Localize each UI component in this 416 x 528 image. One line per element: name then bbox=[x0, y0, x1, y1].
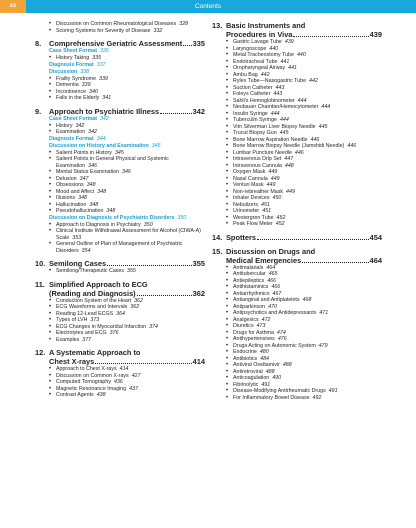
topic-text: Approach to Diagnosis in Psychiatry bbox=[56, 221, 141, 228]
chapter-page: 464 bbox=[369, 255, 382, 265]
topic-text: Examples bbox=[56, 336, 80, 343]
dot-leader bbox=[107, 265, 192, 266]
section-heading-text: Discussion on History and Examination bbox=[49, 142, 149, 149]
topic-list bbox=[35, 76, 205, 102]
section-heading-page: 338 bbox=[80, 68, 90, 75]
section-heading-text: Diagnosis Format bbox=[49, 135, 94, 142]
topic-text: Clinical Institute Withdrawal Assessment for Alcohol (CIWA-A) Scale bbox=[56, 228, 201, 241]
toc-right-column bbox=[212, 21, 382, 401]
topic-page: 470 bbox=[268, 303, 277, 310]
topic-text: Antiviral Oseltamivir bbox=[233, 362, 280, 368]
topic-page: 442 bbox=[309, 78, 318, 84]
topic-text: Contrast Agents bbox=[56, 392, 94, 398]
chapter-entry[interactable] bbox=[35, 39, 205, 48]
topic-page: 449 bbox=[270, 175, 280, 182]
topic-text: Magnetic Resonance Imaging bbox=[56, 385, 127, 392]
topic-item[interactable] bbox=[49, 156, 205, 169]
topic-page: 436 bbox=[113, 379, 123, 385]
topic-text: Gastric Lavage Tube bbox=[233, 39, 282, 45]
chapter-entry[interactable] bbox=[212, 233, 382, 242]
section-heading-page: 342 bbox=[99, 115, 109, 122]
section-heading[interactable] bbox=[35, 136, 205, 143]
topic-text: Nebulizers bbox=[233, 201, 259, 208]
section-heading-page: 350 bbox=[177, 214, 187, 221]
topic-text: Drugs Acting on Autonomic System bbox=[233, 342, 316, 349]
topic-page: 447 bbox=[284, 156, 294, 162]
topic-text: Non-rebreather Mask bbox=[233, 188, 284, 195]
topic-text: General Outline of Plan of Management of Psychiatric Disorders bbox=[56, 241, 183, 254]
chapter-title: Approach to Psychiatric Illness bbox=[49, 106, 160, 116]
chapter-entry-continued[interactable] bbox=[35, 289, 205, 298]
section-heading-text: Case Sheet Format bbox=[49, 48, 97, 54]
topic-list bbox=[35, 298, 205, 344]
topic-text: Insulin Syringe bbox=[233, 110, 268, 117]
topic-text: Discussion on Common X-rays bbox=[56, 372, 129, 379]
topic-page: 342 bbox=[88, 129, 97, 135]
topic-text: Tuberculin Syringe bbox=[233, 117, 277, 123]
chapter-page: 342 bbox=[192, 106, 205, 116]
topic-text: Examination bbox=[56, 129, 86, 135]
topic-item[interactable] bbox=[49, 337, 205, 344]
topic-page: 345 bbox=[114, 149, 124, 156]
topic-page: 362 bbox=[130, 304, 140, 310]
chapter-title-line bbox=[49, 259, 205, 268]
topic-page: 480 bbox=[259, 349, 269, 355]
chapter-title-line bbox=[226, 21, 382, 30]
chapter-title: Simplified Approach to ECG bbox=[49, 279, 148, 289]
topic-page: 355 bbox=[127, 268, 136, 274]
topic-text: Ambu Bag bbox=[233, 71, 258, 78]
chapter-title-cont: Chest X-rays bbox=[49, 357, 95, 366]
topic-page: 332 bbox=[153, 27, 163, 34]
topic-item[interactable] bbox=[49, 392, 205, 399]
topic-page: 491 bbox=[261, 381, 271, 388]
topic-page: 446 bbox=[310, 136, 320, 143]
topic-text: Hallucination bbox=[56, 201, 87, 208]
topic-text: Falls in the Elderly bbox=[56, 95, 100, 101]
chapter-number: 9. bbox=[35, 106, 42, 116]
topic-page: 374 bbox=[149, 323, 158, 330]
topic-text: Trucut Biopsy Gun bbox=[233, 130, 277, 136]
topic-item[interactable] bbox=[49, 228, 205, 241]
topic-page: 354 bbox=[81, 247, 91, 254]
topic-page: 347 bbox=[79, 175, 89, 182]
topic-item[interactable] bbox=[49, 208, 205, 215]
topic-text: Illusions bbox=[56, 195, 76, 201]
topic-page: 377 bbox=[82, 336, 92, 343]
topic-page: 471 bbox=[319, 310, 329, 316]
topic-list bbox=[212, 265, 382, 402]
dot-leader bbox=[183, 45, 191, 46]
topic-page: 328 bbox=[179, 21, 188, 27]
chapter-page: 355 bbox=[192, 259, 205, 268]
topic-page: 451 bbox=[262, 208, 272, 214]
topic-text: Suction Catheter bbox=[233, 84, 273, 91]
chapter-title-line bbox=[226, 233, 382, 242]
topic-page: 441 bbox=[280, 58, 290, 65]
topic-text: Oxygen Mask bbox=[233, 169, 266, 175]
topic-page: 340 bbox=[89, 88, 98, 95]
topic-page: 449 bbox=[286, 188, 295, 195]
topic-text: Semilong/Therapeutic Cases bbox=[56, 268, 125, 274]
topic-page: 484 bbox=[260, 355, 269, 362]
topic-text: Salient Points in General Physical and Systemic Examination bbox=[56, 156, 169, 169]
topic-text: Laryngoscope bbox=[233, 45, 267, 52]
toc-left-column bbox=[35, 21, 205, 399]
topic-page: 446 bbox=[294, 149, 304, 156]
chapter-number: 10. bbox=[35, 259, 46, 268]
chapter-number: 13. bbox=[212, 21, 223, 30]
topic-item[interactable] bbox=[226, 221, 382, 228]
topic-page: 479 bbox=[318, 342, 328, 349]
section-heading-page: 335 bbox=[99, 48, 109, 54]
chapter-title-cont: (Reading and Diagnosis) bbox=[49, 288, 136, 298]
topic-text: Antihypertensives bbox=[233, 336, 275, 342]
topic-text: Venturi Mask bbox=[233, 182, 264, 188]
chapter-title-line bbox=[226, 247, 382, 256]
chapter-title: Discussion on Drugs and bbox=[226, 246, 316, 256]
topic-page: 440 bbox=[269, 45, 279, 52]
topic-item[interactable] bbox=[49, 55, 205, 62]
dot-leader bbox=[137, 289, 192, 296]
topic-page: 353 bbox=[72, 234, 82, 241]
chapter-title: Basic Instruments and bbox=[226, 21, 306, 30]
topic-text: Drugs for Asthma bbox=[233, 329, 274, 336]
chapter-title-cont: Procedures in Viva bbox=[226, 30, 293, 39]
topic-list bbox=[35, 150, 205, 215]
topic-text: Ryles Tube—Nasogastric Tube bbox=[233, 78, 307, 84]
topic-text: Sahli's Hemoglobinometer bbox=[233, 97, 295, 104]
topic-page: 468 bbox=[302, 297, 312, 303]
section-heading-page: 337 bbox=[96, 61, 106, 68]
topic-page: 444 bbox=[270, 110, 280, 117]
section-heading-text: Discussion bbox=[49, 68, 78, 75]
topic-page: 492 bbox=[312, 394, 322, 401]
chapter-page: 454 bbox=[369, 232, 382, 242]
topic-page: 445 bbox=[318, 123, 328, 130]
chapter-entry[interactable] bbox=[35, 348, 205, 357]
section-heading[interactable] bbox=[35, 215, 205, 222]
topic-page: 442 bbox=[260, 71, 270, 78]
topic-text: Conduction System of the Heart bbox=[56, 297, 132, 304]
topic-page: 427 bbox=[131, 372, 141, 379]
topic-page: 373 bbox=[90, 317, 100, 323]
topic-page: 335 bbox=[92, 55, 102, 61]
topic-page: 339 bbox=[81, 82, 91, 88]
topic-page: 449 bbox=[268, 169, 278, 175]
chapter-title: Semilong Cases bbox=[49, 259, 107, 268]
page-number: xx bbox=[0, 0, 26, 13]
topic-text: Neubauer Chamber/Hemocytometer bbox=[233, 104, 319, 110]
topic-text: Pseudohallucination bbox=[56, 208, 104, 214]
topic-page: 474 bbox=[276, 329, 286, 336]
chapter-number: 8. bbox=[35, 39, 42, 48]
section-heading-text: Case Sheet Format bbox=[49, 115, 97, 122]
topic-text: Disease-Modifying Antirheumatic Drugs bbox=[233, 388, 326, 394]
topic-text: History bbox=[56, 122, 73, 129]
topic-text: Electrolytes and ECG bbox=[56, 330, 107, 336]
running-title: Contents bbox=[194, 3, 222, 10]
dot-leader bbox=[95, 357, 191, 364]
topic-page: 451 bbox=[261, 201, 270, 208]
topic-page: 364 bbox=[116, 310, 125, 317]
chapter-page: 439 bbox=[369, 30, 382, 39]
section-heading-page: 344 bbox=[96, 135, 106, 142]
topic-page: 348 bbox=[78, 195, 87, 201]
topic-page: 348 bbox=[106, 208, 116, 214]
topic-page: 488 bbox=[282, 362, 292, 368]
section-heading-text: Discussion on Diagnosis of Psychiatric Disorders bbox=[49, 214, 175, 221]
topic-page: 452 bbox=[275, 221, 285, 227]
topic-text: Antiretroviral bbox=[233, 368, 263, 375]
topic-page: 466 bbox=[271, 284, 281, 290]
topic-text: Antipsychotics and Antidepressants bbox=[233, 310, 317, 316]
topic-page: 443 bbox=[273, 91, 283, 97]
chapter-title: Spotters bbox=[226, 232, 256, 242]
topic-page: 376 bbox=[109, 330, 119, 336]
topic-item[interactable] bbox=[49, 95, 205, 102]
chapter-entry-continued[interactable] bbox=[212, 256, 382, 265]
topic-page: 350 bbox=[143, 221, 153, 228]
chapter-number: 12. bbox=[35, 348, 46, 357]
topic-text: History Taking bbox=[56, 55, 90, 61]
topic-page: 348 bbox=[89, 201, 99, 208]
topic-text: Mood and Affect bbox=[56, 188, 95, 195]
topic-text: Bone Marrow Biopsy Needle (Jamshidi Needle) bbox=[233, 143, 345, 149]
topic-page: 452 bbox=[276, 214, 286, 221]
chapter-title: A Systematic Approach to bbox=[49, 348, 141, 357]
topic-page: 346 bbox=[88, 162, 97, 169]
topic-text: Antimalarials bbox=[233, 264, 264, 271]
topic-text: ECG Waveforms and Intervals bbox=[56, 304, 128, 310]
topic-text: Salient Points in History bbox=[56, 149, 112, 156]
topic-text: Nasal Cannula bbox=[233, 175, 268, 182]
topic-page: 346 bbox=[122, 169, 131, 175]
topic-page: 450 bbox=[272, 195, 282, 201]
section-heading[interactable] bbox=[35, 143, 205, 150]
topic-list bbox=[35, 366, 205, 399]
topic-page: 440 bbox=[296, 52, 306, 58]
topic-text: Endocrine bbox=[233, 349, 257, 355]
chapter-entry[interactable] bbox=[35, 107, 205, 116]
chapter-entry-continued[interactable] bbox=[35, 357, 205, 366]
topic-text: Analgesics bbox=[233, 316, 259, 323]
chapter-title-line bbox=[49, 348, 205, 357]
topic-page: 339 bbox=[99, 75, 108, 82]
topic-page: 341 bbox=[102, 95, 112, 101]
topic-page: 362 bbox=[134, 297, 143, 304]
topic-text: Intravenous Cannula bbox=[233, 162, 282, 169]
topic-page: 348 bbox=[97, 188, 107, 195]
topic-page: 473 bbox=[256, 323, 266, 329]
topic-text: Antiarrhythmics bbox=[233, 290, 270, 297]
topic-text: Anticoagulation bbox=[233, 375, 270, 381]
topic-text: Oropharyngeal Airway bbox=[233, 65, 286, 71]
topic-text: Antianginal and Antiplatelets bbox=[233, 297, 300, 303]
topic-item[interactable] bbox=[226, 395, 382, 402]
topic-text: Obsessions bbox=[56, 182, 84, 188]
topic-text: Antiepileptics bbox=[233, 277, 265, 284]
section-heading-page: 345 bbox=[151, 142, 161, 149]
topic-page: 476 bbox=[277, 336, 287, 342]
chapter-number: 15. bbox=[212, 246, 223, 256]
chapter-number: 14. bbox=[212, 232, 223, 242]
topic-list bbox=[35, 268, 205, 275]
topic-page: 439 bbox=[284, 39, 294, 45]
chapter-entry[interactable] bbox=[35, 280, 205, 289]
topic-text: Mental Status Examination bbox=[56, 169, 120, 175]
topic-page: 342 bbox=[75, 122, 85, 129]
topic-text: For Inflammatory Bowel Disease bbox=[233, 394, 310, 401]
topic-text: Lumbar Puncture Needle bbox=[233, 149, 292, 156]
topic-page: 490 bbox=[272, 375, 282, 381]
chapter-page: 362 bbox=[192, 288, 205, 298]
topic-text: Incontinence bbox=[56, 88, 87, 95]
chapter-title-cont: Medical Emergencies bbox=[226, 255, 302, 265]
topic-page: 448 bbox=[284, 162, 294, 169]
topic-text: Intravenous Drip Set bbox=[233, 156, 282, 162]
section-heading[interactable] bbox=[35, 69, 205, 76]
page-header bbox=[0, 0, 416, 13]
topic-page: 472 bbox=[261, 316, 271, 323]
section-heading[interactable] bbox=[35, 48, 205, 55]
topic-page: 488 bbox=[265, 368, 275, 375]
topic-text: Peak Flow Meter bbox=[233, 221, 273, 227]
topic-text: Metal Tracheostomy Tube bbox=[233, 52, 294, 58]
topic-page: 444 bbox=[279, 117, 289, 123]
section-heading[interactable] bbox=[35, 116, 205, 123]
topic-page: 446 bbox=[347, 143, 357, 149]
topic-list bbox=[35, 21, 205, 34]
topic-page: 449 bbox=[266, 182, 276, 188]
topic-text: Antitubercular bbox=[233, 271, 266, 277]
topic-text: Antihistaminics bbox=[233, 284, 269, 290]
topic-text: Types of LVH bbox=[56, 317, 88, 323]
topic-list bbox=[35, 55, 205, 62]
topic-text: Urinometer bbox=[233, 208, 260, 214]
topic-text: Westergren Tube bbox=[233, 214, 274, 221]
topic-page: 465 bbox=[268, 271, 278, 277]
topic-page: 464 bbox=[266, 264, 276, 271]
section-heading[interactable] bbox=[35, 62, 205, 69]
topic-page: 414 bbox=[119, 366, 129, 372]
topic-item[interactable] bbox=[49, 129, 205, 136]
chapter-entry[interactable] bbox=[35, 259, 205, 268]
topic-text: Inhaler Devices bbox=[233, 195, 270, 201]
topic-page: 466 bbox=[267, 277, 277, 284]
topic-list bbox=[212, 39, 382, 228]
chapter-entry[interactable] bbox=[212, 247, 382, 256]
topic-list bbox=[35, 222, 205, 255]
topic-text: Discussion on Common Rheumatological Diseases bbox=[56, 21, 177, 27]
topic-text: Antiparkinson bbox=[233, 303, 266, 310]
topic-page: 348 bbox=[86, 182, 96, 188]
chapter-entry[interactable] bbox=[212, 21, 382, 30]
topic-text: Delusion bbox=[56, 175, 77, 182]
section-heading-text: Diagnosis Format bbox=[49, 61, 94, 68]
dot-leader bbox=[302, 256, 368, 263]
chapter-title-line bbox=[49, 39, 205, 48]
topic-page: 467 bbox=[272, 290, 282, 297]
chapter-title-line bbox=[49, 280, 205, 289]
topic-page: 437 bbox=[129, 385, 138, 392]
topic-item[interactable] bbox=[49, 268, 205, 275]
topic-text: Bone Marrow Aspiration Needle bbox=[233, 136, 308, 143]
chapter-entry-continued[interactable] bbox=[212, 30, 382, 39]
topic-page: 443 bbox=[275, 84, 285, 91]
topic-text: Endotracheal Tube bbox=[233, 58, 278, 65]
chapter-title-line bbox=[49, 107, 205, 116]
topic-text: Diuretics bbox=[233, 323, 254, 329]
chapter-number: 11. bbox=[35, 279, 45, 289]
dot-leader bbox=[160, 113, 192, 114]
topic-list bbox=[35, 123, 205, 136]
topic-page: 441 bbox=[288, 65, 297, 71]
topic-text: ECG Changes in Myocardial Infarction bbox=[56, 323, 147, 330]
chapter-title: Comprehensive Geriatric Assessment bbox=[49, 39, 183, 48]
dot-leader bbox=[257, 239, 369, 240]
topic-text: Dementia bbox=[56, 82, 79, 88]
topic-text: Vim Silverman Liver Biopsy Needle bbox=[233, 123, 316, 130]
topic-text: Antibiotics bbox=[233, 355, 258, 362]
chapter-page: 414 bbox=[192, 357, 205, 366]
topic-text: Fibrinolytic bbox=[233, 381, 259, 388]
topic-page: 444 bbox=[321, 104, 331, 110]
chapter-page: 335 bbox=[192, 39, 205, 48]
topic-item[interactable] bbox=[49, 28, 205, 35]
topic-text: Computed Tomography bbox=[56, 379, 111, 385]
topic-text: Approach to Chest X-rays bbox=[56, 366, 117, 372]
topic-text: Foleys Catheter bbox=[233, 91, 271, 97]
topic-text: Scoring Systems for Severity of Disease bbox=[56, 27, 151, 34]
topic-page: 491 bbox=[328, 388, 338, 394]
topic-page: 438 bbox=[96, 392, 106, 398]
topic-page: 444 bbox=[297, 97, 307, 104]
topic-text: Reading 12-Lead ECGS bbox=[56, 310, 114, 317]
dot-leader bbox=[293, 30, 368, 37]
topic-page: 445 bbox=[279, 130, 289, 136]
topic-item[interactable] bbox=[49, 241, 205, 254]
topic-text: Frailty Syndrome bbox=[56, 75, 97, 82]
